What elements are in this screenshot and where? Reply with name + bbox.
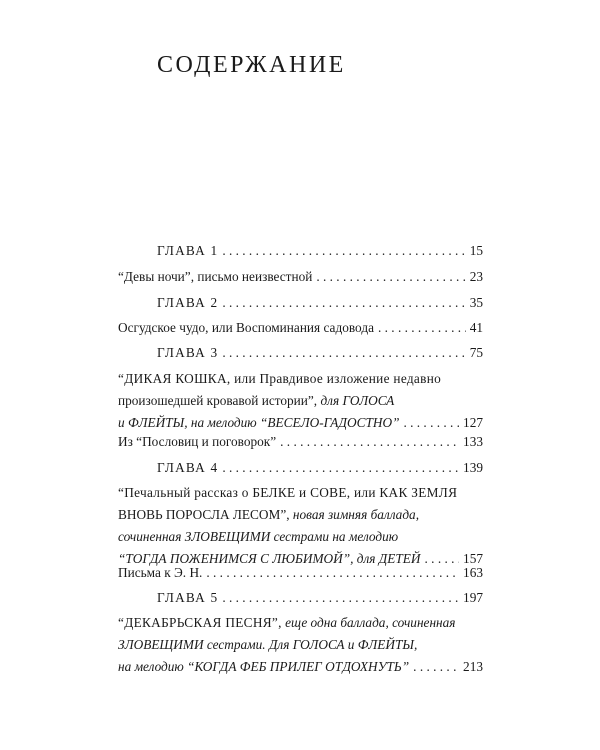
- toc-title-line: сочиненная ЗЛОВЕЩИМИ сестрами на мелодию: [118, 529, 399, 544]
- toc-entry-squirrel-owl[interactable]: [118, 482, 483, 570]
- toc-page-number: 75: [469, 345, 483, 360]
- toc-title-line: произошедшей кровавой истории”,: [118, 393, 318, 408]
- toc-page-number: 133: [463, 434, 483, 449]
- toc-title: Письма к Э. Н.: [118, 565, 203, 580]
- dot-leader: [222, 240, 465, 262]
- toc-entry-osgud-miracle[interactable]: [118, 317, 483, 339]
- toc-entry-proverbs[interactable]: [118, 431, 483, 453]
- toc-title: ГЛАВА 1: [157, 243, 219, 258]
- toc-title: ГЛАВА 3: [157, 345, 219, 360]
- toc-page-number: 213: [463, 659, 483, 674]
- toc-entry-wild-cat[interactable]: [118, 368, 483, 434]
- toc-page-number: 197: [463, 590, 483, 605]
- dot-leader: [222, 587, 459, 609]
- dot-leader: [206, 562, 459, 584]
- toc-title: Осгудское чудо, или Воспоминания садовода: [118, 320, 374, 335]
- dot-leader: [280, 431, 459, 453]
- dot-leader: [222, 342, 465, 364]
- toc-page-number: 157: [463, 551, 483, 566]
- toc-title-line: “Печальный рассказ о БЕЛКЕ и СОВЕ, или КАК ЗЕМЛЯ: [118, 485, 458, 500]
- toc-title-italic: для ГОЛОСА: [320, 393, 395, 408]
- toc-title: Из “Пословиц и поговорок”: [118, 434, 277, 449]
- toc-page-number: 139: [463, 460, 483, 475]
- toc-entry-chapter-3[interactable]: [157, 342, 483, 364]
- toc-entry-letters[interactable]: [118, 562, 483, 584]
- toc-title-line: ВНОВЬ ПОРОСЛА ЛЕСОМ”,: [118, 507, 290, 522]
- toc-title: “Девы ночи”, письмо неизвестной: [118, 269, 313, 284]
- toc-title: ГЛАВА 4: [157, 460, 219, 475]
- toc-entry-chapter-1[interactable]: [157, 240, 483, 262]
- dot-leader: [316, 266, 465, 288]
- toc-page-number: 127: [463, 415, 483, 430]
- toc-entry-chapter-5[interactable]: [157, 587, 483, 609]
- toc-title-italic: новая зимняя баллада,: [292, 507, 420, 522]
- toc-title-line: ЗЛОВЕЩИМИ сестрами. Для ГОЛОСА и ФЛЕЙТЫ,: [118, 637, 418, 652]
- toc-page-number: 23: [469, 269, 483, 284]
- toc-entry-december-song[interactable]: [118, 612, 483, 678]
- toc-page-number: 163: [463, 565, 483, 580]
- toc-title-italic: еще одна баллада, сочиненная: [285, 615, 456, 630]
- toc-title-line: “ДЕКАБРЬСКАЯ ПЕСНЯ”,: [118, 615, 282, 630]
- dot-leader: [413, 656, 459, 678]
- page-title: СОДЕРЖАНИЕ: [157, 52, 346, 78]
- toc-title-line: “ДИКАЯ КОШКА, или Правдивое изложение недавно: [118, 371, 442, 386]
- dot-leader: [222, 457, 459, 479]
- toc-title: ГЛАВА 2: [157, 295, 219, 310]
- dot-leader: [378, 317, 466, 339]
- toc-title-line: и ФЛЕЙТЫ, на мелодию “ВЕСЕЛО-ГАДОСТНО”: [118, 415, 400, 430]
- toc-page-number: 35: [469, 295, 483, 310]
- toc-entry-chapter-4[interactable]: [157, 457, 483, 479]
- toc-entry-chapter-2[interactable]: [157, 292, 483, 314]
- toc-title: ГЛАВА 5: [157, 590, 219, 605]
- toc-title-line: на мелодию “КОГДА ФЕБ ПРИЛЕГ ОТДОХНУТЬ”: [118, 659, 410, 674]
- dot-leader: [222, 292, 465, 314]
- toc-title-line: “ТОГДА ПОЖЕНИМСЯ С ЛЮБИМОЙ”, для ДЕТЕЙ: [118, 551, 421, 566]
- toc-page-number: 15: [469, 243, 483, 258]
- toc-page-number: 41: [469, 320, 483, 335]
- toc-entry-devy-nochi[interactable]: [118, 266, 483, 288]
